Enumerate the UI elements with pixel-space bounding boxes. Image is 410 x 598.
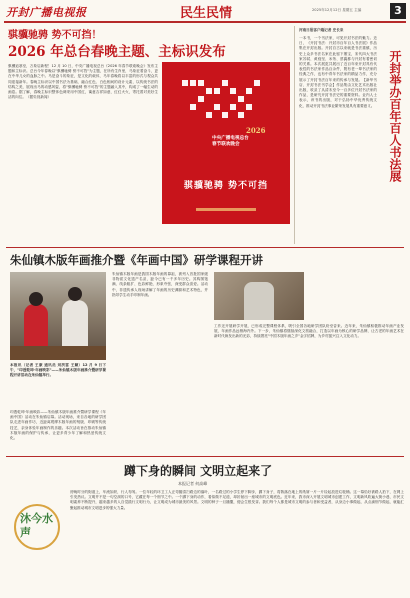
article3-body-col2: 朱仙镇木版年画是我国木版年画的鼻祖，被列入首批国家级非物质文化遗产名录，距今已有一千多年历史。其构图饱满、线条粗犷、色彩鲜艳、形象夸张，深受群众喜爱。活动中，非遗传承人现场讲解了年画的历史渊源和艺术特色，并指导学生动手印制年画。: [112, 272, 208, 297]
photo-student-head: [29, 292, 43, 306]
emblem-slogan: 骐骥驰骋 势不可挡: [183, 181, 269, 191]
emblem-year: 2026: [246, 126, 266, 135]
article3-body-col1: 印透乾坤·年画映彩——朱仙镇木版年画推介暨研学课程《年画中国》活动在朱仙镇启幕。活动现场，来自各地的研学团队走进年画作坊，近距离观摩木版年画的刻版、印刷等传统技艺，亲身体验年画制作的乐趣。本次活动旨在推动朱仙镇木版年画的保护与传承，让更多青少年了解和热爱传统文化。: [10, 410, 106, 441]
page-number: 3: [390, 3, 406, 19]
gala-emblem-image: [162, 62, 290, 224]
article3-photo-caption: 本报讯（记者 王康 通讯员 刘洪雷 王颖）12 月 9 日下午，"印透乾坤·年画映彩"——朱仙镇木版年画推介暨研学课程开讲活动在朱仙镇举行。: [10, 363, 106, 378]
horse-emblem-icon: [162, 62, 290, 172]
photo-student-figure: [24, 304, 48, 350]
photo-teacher-figure: [62, 300, 88, 352]
column-divider: [294, 26, 295, 244]
article2-vertical-title: 开封举办百年百人书法展: [388, 50, 402, 182]
article4-top-rule: [6, 456, 404, 457]
article1-body: 骐骥追寒至，万象启新程！12 月 10 日，中央广播电视总台《2026 年春节联欢晚会》发布主题和主标识。总台今年春晚以"骐骥驰骋 势不可挡"为主题，在所有生肖里，马象征着奋斗，更在中华儿女的血脉之中。马是奋斗的象征，是文化的载体，马年春晚将以丰富的形式与观众共同迎接新年。春晚主标识以中国书法为基础，融合红色、白色相间的设计元素，以传统书法的结构之美，展现出马的动感风姿，将"骐骥驰骋 势不可挡"的主题融入其中，构成了一幅生动的画卷。据了解，春晚主标识整体色调采用中国红，寓意吉祥如意、红红火火，寄托着对美好生活的向往。（据央视新闻）: [8, 64, 158, 100]
article1-kicker: 骐骥驰骋 势不可挡！: [8, 30, 102, 41]
column-logo-text: 沐今水声: [20, 512, 53, 539]
article2-byline: 河南日报客户端记者 史长来: [299, 28, 344, 32]
article3-photo-2: [214, 272, 304, 320]
date-line: 2025年12月12日 星期五 主编: [312, 8, 362, 12]
article4-headline: 蹲下身的瞬间 文明立起来了: [124, 464, 273, 478]
article2-body: 一本书，一个书法家，可见开封书法的魅力。近日，《开封书法：开封市百年百人书法展》作品集在开封出版。开封自古以来就是书法重镇，历史上众多书法名家在此留下墨宝，宋代四大书法家苏轼、黄庭坚、米芾、蔡襄都与开封有着密切的关系。本次展览共展出了近百年来开封具有代表性的书法家作品百余件，既有老一辈书法家的经典之作，也有中青年书法家的精品力作，充分展示了开封书法百年来的传承与发展。【新华书店、开封书法书学会】作品集由文化艺术出版社出版，收录了从清末至今一百多位开封书法家的作品，是研究开封书法史的重要资料。业内人士表示，该书的出版，对于弘扬中华优秀传统文化、推动开封书法事业繁荣发展具有重要意义。: [299, 36, 377, 108]
article3-top-rule: [6, 247, 404, 248]
masthead-logo: 开封广播电视报: [6, 6, 87, 19]
section-title: 民生民情: [180, 6, 233, 21]
article4-body: 傍晚时分的街道上，车流如织，行人匆匆。一位年轻的环卫工人正弯腰清扫路边的落叶，一名路过的小学生停下脚步，蹲下身子，将散落在地上的纸屑一片一片捡起放进垃圾桶。这一幕恰好被路人拍下，在网上引发热议。文明并不是一句空洞的口号，它藏在每一个细节之中。一个蹲下身的动作，看似微不足道，却折射出一座城市的文明底色。近年来，我市深入开展文明城市创建工作，文明新风吹遍大街小巷，市民文明素养不断提升，越来越多的人自觉践行文明行为，让文明成为城市最美的风景。文明的种子一旦播撒，便会生根发芽。我们每个人都是城市文明的参与者和受益者，从身边小事做起，从点滴细节做起，就能汇聚起推动城市文明进步的强大力量。: [70, 490, 404, 510]
photo-teacher-head: [68, 287, 82, 301]
photo-table: [10, 346, 106, 360]
article3-headline: 朱仙镇木版年画推介暨《年画中国》研学课程开讲: [10, 253, 263, 267]
masthead-rule: [4, 21, 406, 23]
emblem-caption: 中央广播电视总台 春节联欢晚会: [212, 136, 249, 147]
column-logo: [6, 498, 66, 578]
article4-byline: 本报记者 何高峰: [178, 481, 208, 486]
article3-photo: [10, 272, 106, 360]
article1-headline: 2026 年总台春晚主题、主标识发布: [8, 44, 226, 60]
photo2-figure: [244, 282, 274, 320]
article3-body-col3: 工作还开展研学开展，已形成完整课程体系，吸引全国各地研学团队纷至沓来。近年来，朱仙镇积极推动年画产业发展，年画作品远销海内外。下一步，朱仙镇将继续深化文旅融合，打造以年画为核心的研学品牌，让古老的年画艺术在新时代焕发出新的光彩，持续擦亮"中国木版年画之乡"金字招牌，为乡村振兴注入文化动力。: [214, 324, 404, 339]
emblem-footer-bar: [196, 208, 256, 211]
